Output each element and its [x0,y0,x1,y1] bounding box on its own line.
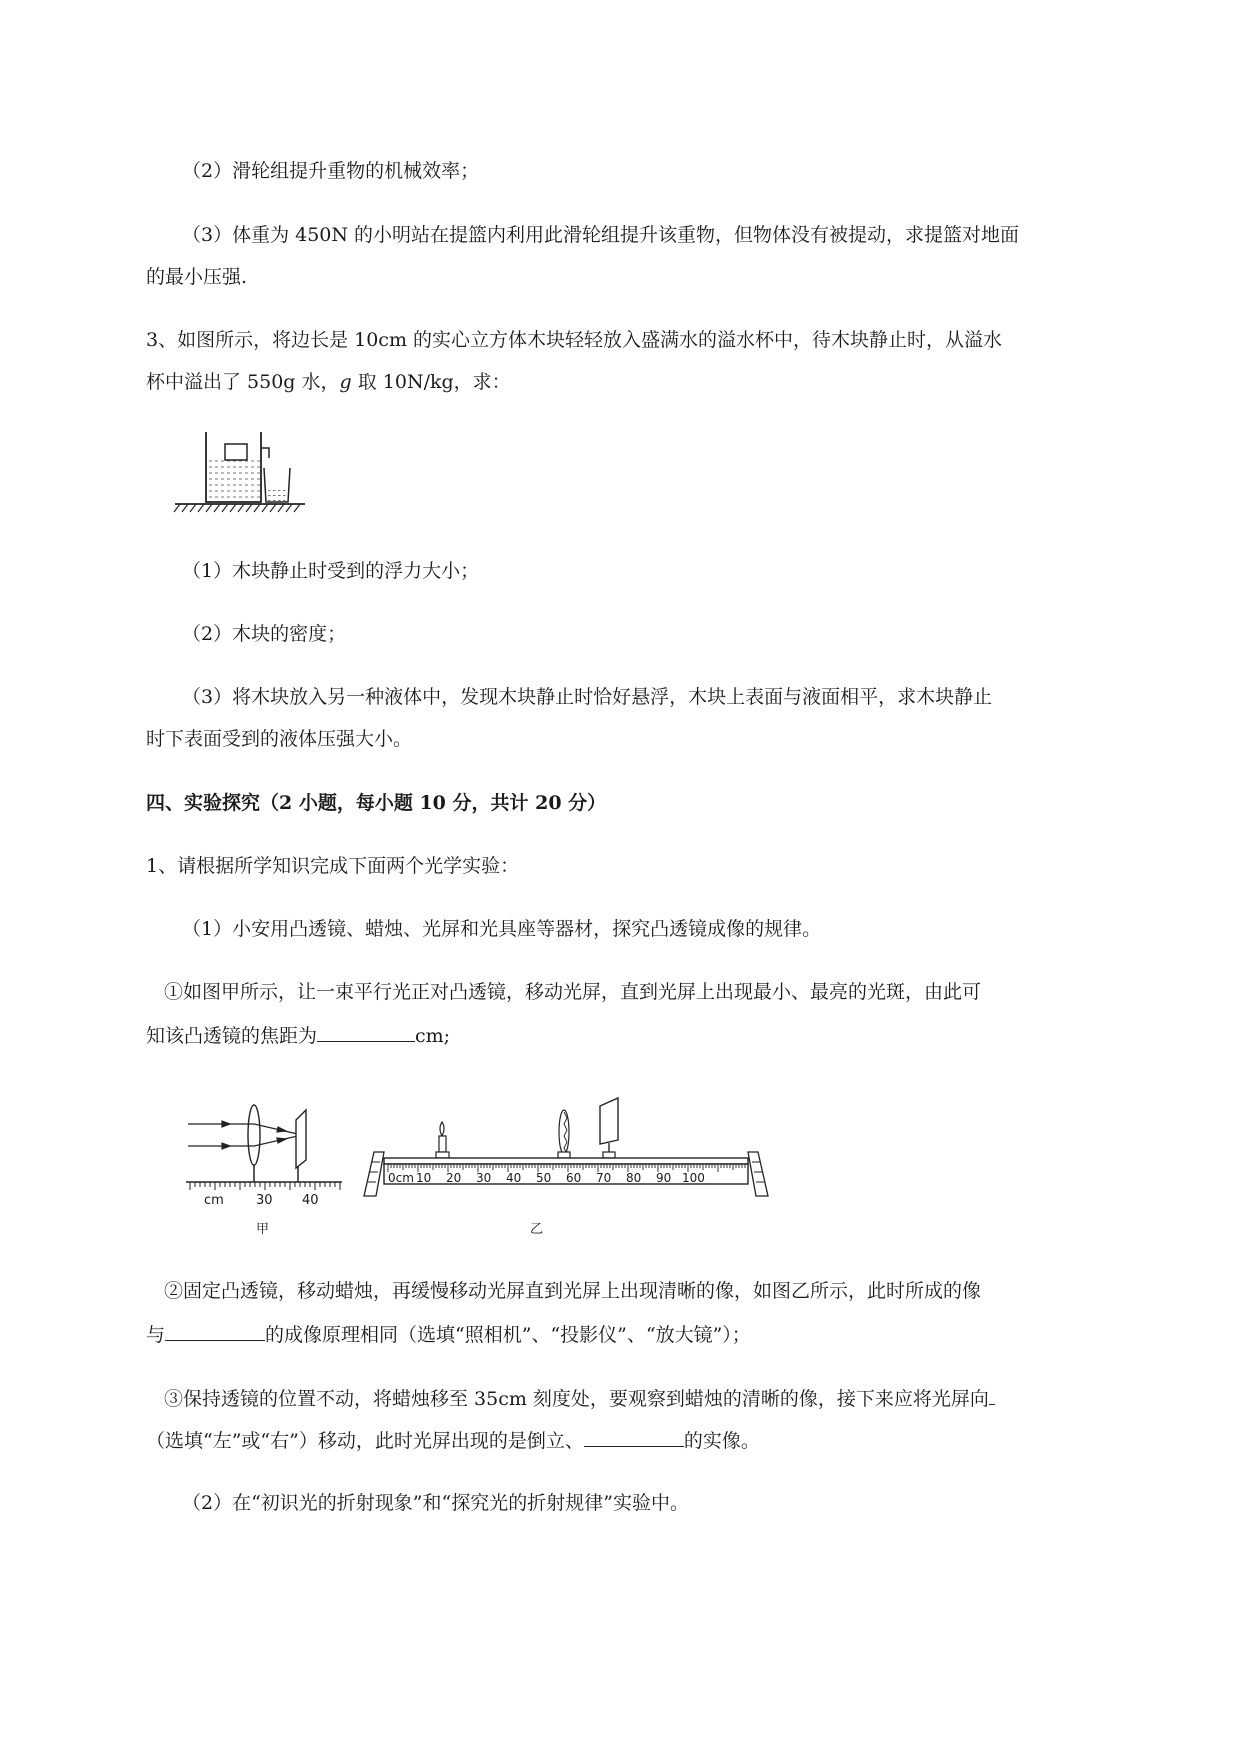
imaging-device-blank[interactable] [165,1320,265,1341]
yi-tick-80: 80 [626,1171,642,1185]
step1-line1: ①如图甲所示，让一束平行光正对凸透镜，移动光屏，直到光屏上出现最小、最亮的光斑，由此可 [164,981,982,1003]
focal-length-blank[interactable] [317,1021,415,1042]
jia-tick-40: 40 [302,1193,319,1208]
jia-unit-label: cm [204,1193,224,1208]
step2-line2: 与 的成像原理相同（选填“照相机”、“投影仪”、“放大镜”）； [146,1320,751,1348]
yi-tick-20: 20 [446,1171,462,1185]
image-size-blank[interactable] [584,1426,684,1447]
q3-stem-line1: 3、如图所示，将边长是 10cm 的实心立方体木块轻轻放入盛满水的溢水杯中，待木块静止时，从溢水 [146,329,1003,351]
yi-tick-90: 90 [656,1171,672,1185]
overflow-cup-figure [172,428,317,518]
yi-tick-0: 0cm [388,1171,414,1185]
yi-tick-10: 10 [416,1171,432,1185]
s4-q1-stem: 1、请根据所学知识完成下面两个光学实验： [146,855,520,877]
jia-tick-30: 30 [256,1193,273,1208]
step3-line2: （选填“左”或“右”）移动，此时光屏出现的是倒立、 的实像。 [146,1426,760,1454]
yi-tick-40: 40 [506,1171,522,1185]
s4-q1-part2: （2）在“初识光的折射现象”和“探究光的折射规律”实验中。 [182,1492,689,1514]
figure-yi-optical-bench [360,1096,772,1216]
q3-stem-line2: 杯中溢出了 550g 水，g 取 10N/kg，求： [146,371,511,393]
q3-part2: （2）木块的密度； [182,623,347,645]
step3-line1: ③保持透镜的位置不动，将蜡烛移至 35cm 刻度处，要观察到蜡烛的清晰的像，接下来应将光屏向 [164,1384,995,1412]
section4-heading: 四、实验探究（2 小题，每小题 10 分，共计 20 分） [146,792,607,814]
step2-line1: ②固定凸透镜，移动蜡烛，再缓慢移动光屏直到光屏上出现清晰的像，如图乙所示，此时所成的像 [164,1280,982,1302]
q2-part3-line1: （3）体重为 450N 的小明站在提篮内利用此滑轮组提升该重物，但物体没有被提动，求提篮对地面 [182,224,1020,246]
candle-flame-icon [440,1122,444,1136]
q3-part3-line2: 时下表面受到的液体压强大小。 [146,728,413,750]
q2-part3-line2: 的最小压强. [146,266,248,288]
s4-q1-part1: （1）小安用凸透镜、蜡烛、光屏和光具座等器材，探究凸透镜成像的规律。 [182,918,822,940]
yi-caption: 乙 [530,1222,544,1237]
q3-part1: （1）木块静止时受到的浮力大小； [182,560,480,582]
yi-tick-30: 30 [476,1171,492,1185]
yi-tick-50: 50 [536,1171,552,1185]
jia-caption: 甲 [256,1222,270,1237]
step1-line2: 知该凸透镜的焦距为 cm; [146,1021,450,1049]
q3-part3-line1: （3）将木块放入另一种液体中，发现木块静止时恰好悬浮，木块上表面与液面相平，求木块静止 [182,686,993,708]
screen-direction-blank[interactable] [989,1384,995,1405]
yi-tick-60: 60 [566,1171,582,1185]
yi-tick-100: 100 [682,1171,705,1185]
q2-part2: （2）滑轮组提升重物的机械效率； [182,160,480,182]
yi-tick-70: 70 [596,1171,612,1185]
